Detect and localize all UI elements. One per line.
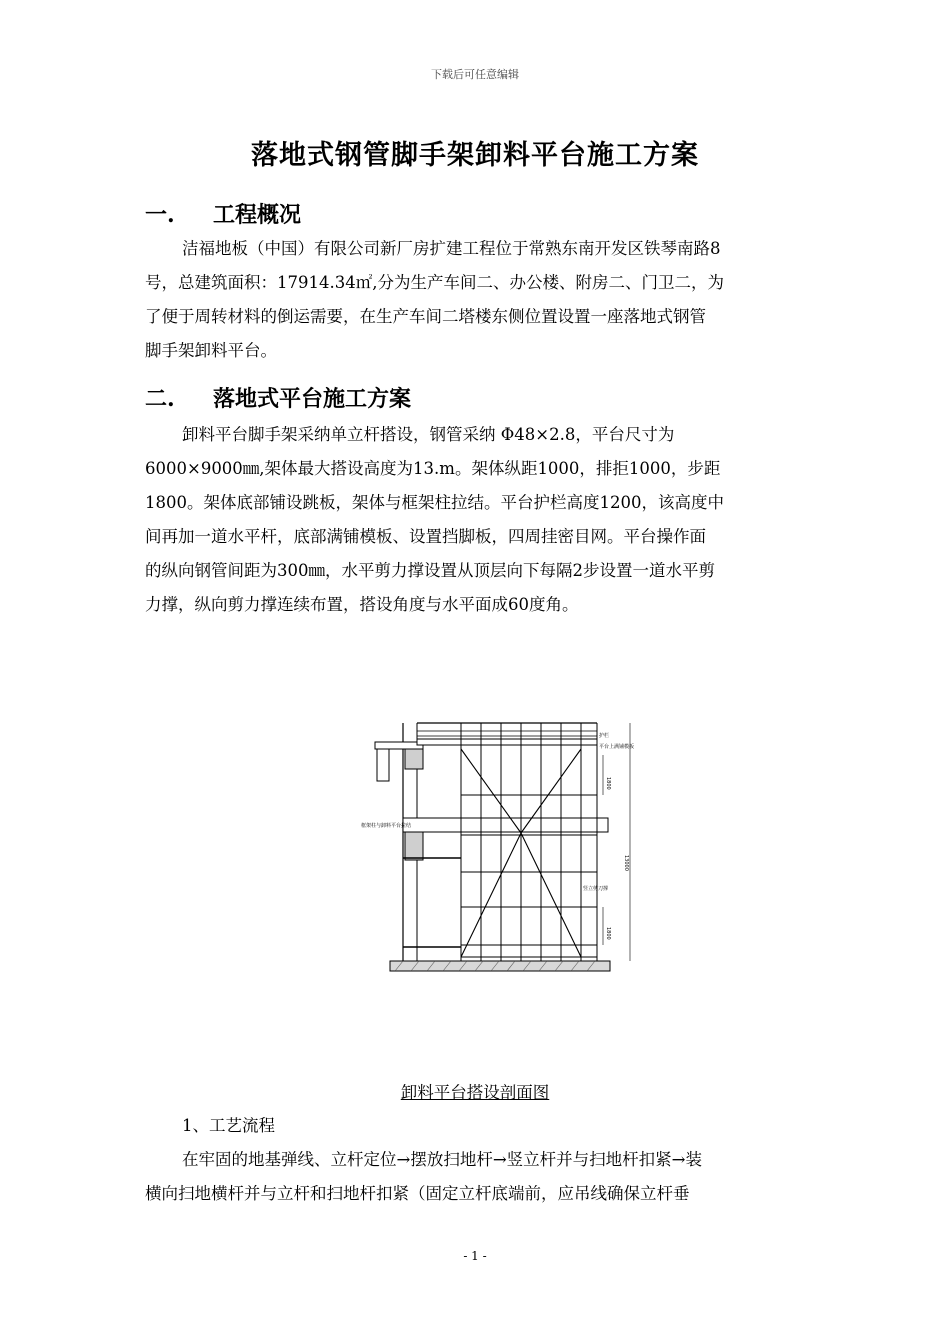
- text-line: 卸料平台脚手架采纳单立杆搭设，钢管采纳 Φ48×2.8，平台尺寸为: [182, 425, 675, 444]
- text-line: 力撑，纵向剪力撑连续布置，搭设角度与水平面成60度角。: [145, 595, 579, 614]
- middle-slab: [403, 818, 608, 832]
- uprights: [461, 723, 597, 961]
- document-title: 落地式钢管脚手架卸料平台施工方案: [251, 140, 699, 171]
- label-tie-note: 框架柱与卸料平台拉结: [361, 823, 412, 829]
- section-title: 工程概况: [213, 202, 302, 228]
- section-title: 落地式平台施工方案: [213, 386, 412, 412]
- top-beam: [377, 749, 389, 781]
- text-line: 6000×9000㎜,架体最大搭设高度为13.m。架体纵距1000，排拒1000，步距: [145, 459, 721, 478]
- label-platform-board: 平台上满铺模板: [599, 744, 635, 750]
- text-line: 洁福地板（中国）有限公司新厂房扩建工程位于常熟东南开发区铁琴南路8: [182, 239, 721, 258]
- scaffold-section-drawing: [355, 715, 635, 980]
- label-total-height: 13000: [623, 855, 629, 871]
- subsection-body: [145, 1109, 805, 1211]
- hatched-beam: [405, 832, 423, 860]
- header-note: 下载后可任意编辑: [431, 68, 519, 81]
- text-line: 横向扫地横杆并与立杆和扫地杆扣紧（固定立杆底端前，应吊线确保立杆垂: [145, 1184, 690, 1203]
- figure-caption: 卸料平台搭设剖面图: [400, 1083, 550, 1102]
- text-line: 间再加一道水平杆，底部满铺模板、设置挡脚板，四周挂密目网。平台操作面: [145, 527, 706, 546]
- section-number: 一.: [145, 202, 175, 228]
- section-2-body: [145, 418, 805, 622]
- label-guardrail: 护栏: [599, 733, 610, 739]
- text-line: 了便于周转材料的倒运需要，在生产车间二塔楼东侧位置设置一座落地式钢管: [145, 307, 706, 326]
- label-step-bottom: 1800: [605, 927, 611, 940]
- section-heading-1: [145, 198, 301, 229]
- text-line: 1800。架体底部铺设跳板，架体与框架柱拉结。平台护栏高度1200，该高度中: [145, 493, 724, 512]
- platform-deck: [417, 739, 597, 745]
- ground-slab: [390, 961, 610, 971]
- text-line: 的纵向钢管间距为300㎜，水平剪力撑设置从顶层向下每隔2步设置一道水平剪: [145, 561, 715, 580]
- text-line: 脚手架卸料平台。: [145, 341, 277, 360]
- text-line: 在牢固的地基弹线、立杆定位→摆放扫地杆→竖立杆并与扫地杆扣紧→装: [182, 1150, 702, 1169]
- label-step-top: 1800: [605, 777, 611, 790]
- section-1-body: [145, 232, 805, 368]
- label-bracing: 竖立剪刀撑: [583, 886, 609, 892]
- section-heading-2: [145, 382, 411, 413]
- top-slab: [375, 742, 423, 749]
- page-number: - 1 -: [463, 1249, 487, 1263]
- section-number: 二.: [145, 386, 175, 412]
- subsection-title: 1、工艺流程: [182, 1116, 275, 1135]
- text-line: 号，总建筑面积：17914.34㎡,分为生产车间二、办公楼、附房二、门卫二，为: [145, 273, 724, 292]
- hatched-beam: [405, 749, 423, 769]
